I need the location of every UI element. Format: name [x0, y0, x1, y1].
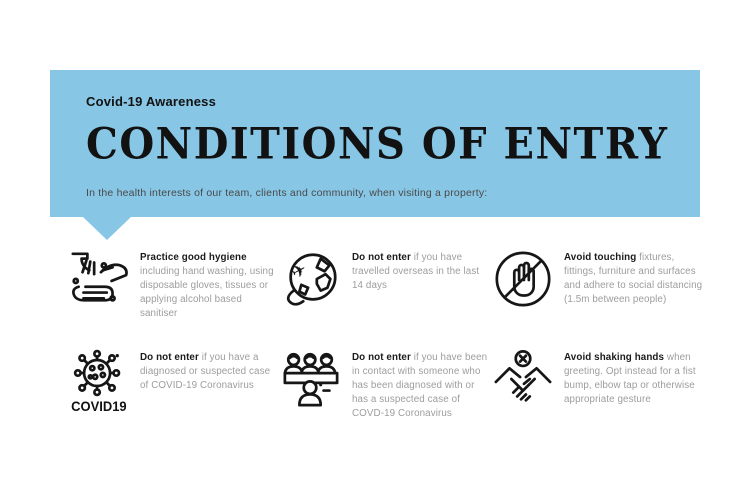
item-body: if you have a diagnosed or suspected case of COVID-19 Coronavirus: [140, 352, 271, 391]
item-body: fixtures, fittings, furniture and surfaces and adhere to social distancing (1.5m between people): [564, 252, 703, 305]
item-text: [564, 348, 704, 407]
covid19-caption: COVID19: [71, 399, 127, 414]
eyebrow-label: Covid-19 Awareness: [86, 94, 217, 109]
item-lead: Practice good hygiene: [140, 252, 247, 263]
no-handshake-icon: [492, 348, 554, 410]
item-text: [352, 348, 492, 421]
item-lead: Do not enter: [140, 352, 199, 363]
item-body: when greeting. Opt instead for a fist bump, elbow tap or otherwise appropriate gesture: [564, 352, 696, 405]
list-item-travel: [280, 248, 492, 348]
list-item-handshake: [492, 348, 704, 421]
speech-bubble-tail: [83, 217, 131, 240]
page-title: CONDITIONS OF ENTRY: [86, 118, 669, 170]
wash-hands-icon: [68, 248, 130, 310]
covid-virus-icon: [68, 348, 130, 414]
globe-plane-icon: [280, 248, 342, 310]
item-lead: Avoid shaking hands: [564, 352, 665, 363]
crowd-icon: [280, 348, 342, 408]
item-lead: Do not enter: [352, 352, 411, 363]
item-body: if you have been in contact with someone who has been diagnosed with or has a suspected case of COVD-19 Coronavirus: [352, 352, 488, 419]
list-item-hygiene: [68, 248, 280, 348]
item-lead: Do not enter: [352, 252, 411, 263]
no-touch-icon: [492, 248, 554, 310]
page-subtitle: In the health interests of our team, clients and community, when visiting a property:: [86, 187, 488, 199]
item-body: including hand washing, using disposable gloves, tissues or applying alcohol based sanitiser: [140, 265, 274, 319]
item-text: [140, 348, 280, 393]
item-lead: Avoid touching: [564, 252, 637, 263]
list-item-covid-case: [68, 348, 280, 421]
list-item-touching: [492, 248, 704, 348]
item-text: [564, 248, 704, 307]
item-text: [352, 248, 492, 293]
svg-text:✈: ✈: [288, 259, 311, 284]
item-body: if you have travelled overseas in the last 14 days: [352, 252, 480, 291]
item-text: [140, 248, 280, 321]
header-banner: [50, 70, 700, 217]
list-item-contact: [280, 348, 492, 421]
conditions-grid: [68, 248, 704, 421]
